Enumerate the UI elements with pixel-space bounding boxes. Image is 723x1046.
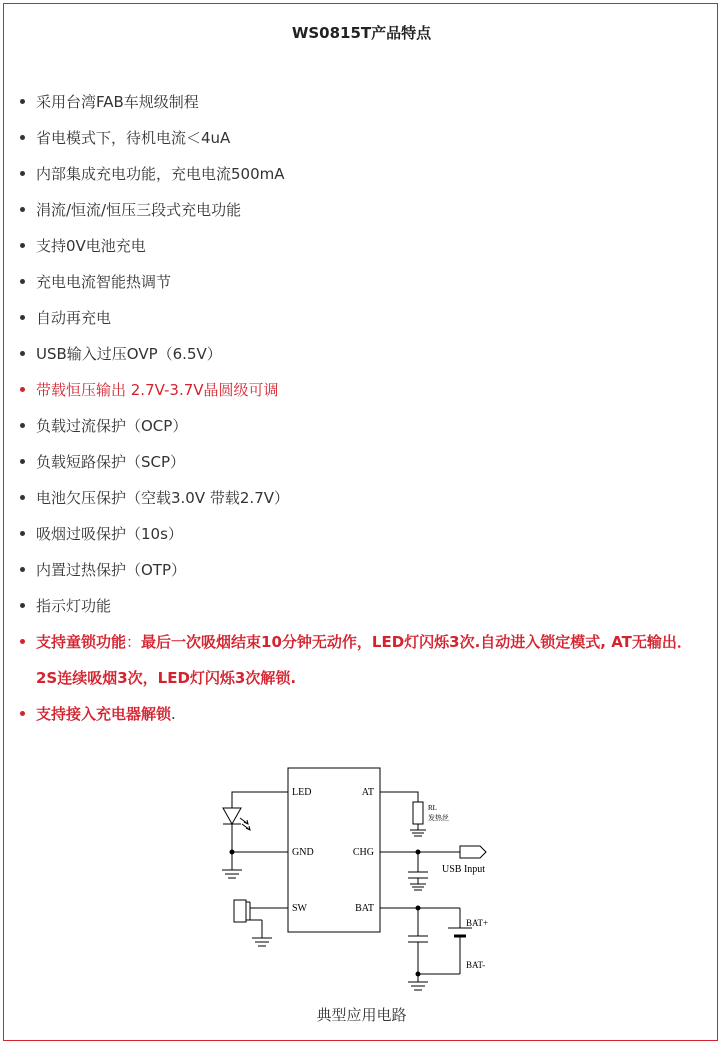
feature-item: 吸烟过吸保护（10s） [20,516,700,552]
capacitor-icon [408,872,428,878]
feature-list [20,84,700,732]
pin-label-bat: BAT [355,903,374,914]
bullet-dot-icon [20,135,25,140]
battery-icon [448,928,472,936]
led-wire [232,792,288,808]
bullet-dot-icon [20,567,25,572]
bat-plus-label: BAT+ [466,918,489,928]
ground-icon [222,870,242,878]
led-diode-icon [223,808,241,824]
application-circuit [210,760,510,1004]
ground-icon [410,830,426,836]
feature-item: 电池欠压保护（空载3.0V 带载2.7V） [20,480,700,516]
bullet-dot-icon [20,531,25,536]
ground-icon [408,982,428,990]
ground-icon [252,938,272,946]
feature-item: 充电电流智能热调节 [20,264,700,300]
feature-item: 负载过流保护（OCP） [20,408,700,444]
bullet-dot-icon [20,639,25,644]
bat-minus-label: BAT- [466,960,486,970]
bullet-dot-icon [20,351,25,356]
bullet-dot-icon [20,315,25,320]
pin-label-led: LED [292,787,312,798]
figure-caption: 典型应用电路 [316,1006,407,1024]
feature-item: 负载短路保护（SCP） [20,444,700,480]
bullet-dot-icon [20,243,25,248]
junction-dot [416,906,421,911]
feature-item-charger-unlock: 支持接入充电器解锁. [20,696,700,732]
page-title: WS0815T产品特点 [291,24,432,42]
usb-input-label: USB Input [442,864,486,875]
switch-icon [234,900,246,922]
feature-item: 内置过热保护（OTP） [20,552,700,588]
led-light-rays [240,818,250,830]
junction-dot [230,850,235,855]
feature-item: 自动再充电 [20,300,700,336]
usb-connector-icon [460,846,486,858]
capacitor-icon [408,936,428,942]
load-sublabel: 发热丝 [428,814,449,822]
junction-dot [416,972,421,977]
feature-item: 涓流/恒流/恒压三段式充电功能 [20,192,700,228]
bullet-dot-icon [20,279,25,284]
feature-item: 内部集成充电功能，充电电流500mA [20,156,700,192]
bullet-dot-icon [20,711,25,716]
feature-item: USB输入过压OVP（6.5V） [20,336,700,372]
load-label: RL [428,804,437,812]
bullet-dot-icon [20,459,25,464]
bullet-dot-icon [20,495,25,500]
pin-label-chg: CHG [352,847,374,858]
pin-label-gnd: GND [292,847,314,858]
feature-item: 支持0V电池充电 [20,228,700,264]
feature-item: 指示灯功能 [20,588,700,624]
bullet-dot-icon [20,423,25,428]
junction-dot [416,850,421,855]
bullet-dot-icon [20,171,25,176]
ground-icon [410,884,426,890]
pin-label-at: AT [361,787,374,798]
bullet-dot-icon [20,99,25,104]
bullet-dot-icon [20,387,25,392]
feature-item: 省电模式下，待机电流＜4uA [20,120,700,156]
circuit-diagram [210,760,510,1000]
feature-item-highlight: 带载恒压输出 2.7V-3.7V晶圆级可调 [20,372,700,408]
feature-item: 采用台湾FAB车规级制程 [20,84,700,120]
resistor-icon [413,802,423,824]
bullet-dot-icon [20,603,25,608]
bullet-dot-icon [20,207,25,212]
pin-label-sw: SW [292,903,307,914]
feature-item-child-lock: 支持童锁功能：最后一次吸烟结束10分钟无动作，LED灯闪烁3次.自动进入锁定模式, AT无输出．2S连续吸烟3次，LED灯闪烁3次解锁. [20,624,700,696]
